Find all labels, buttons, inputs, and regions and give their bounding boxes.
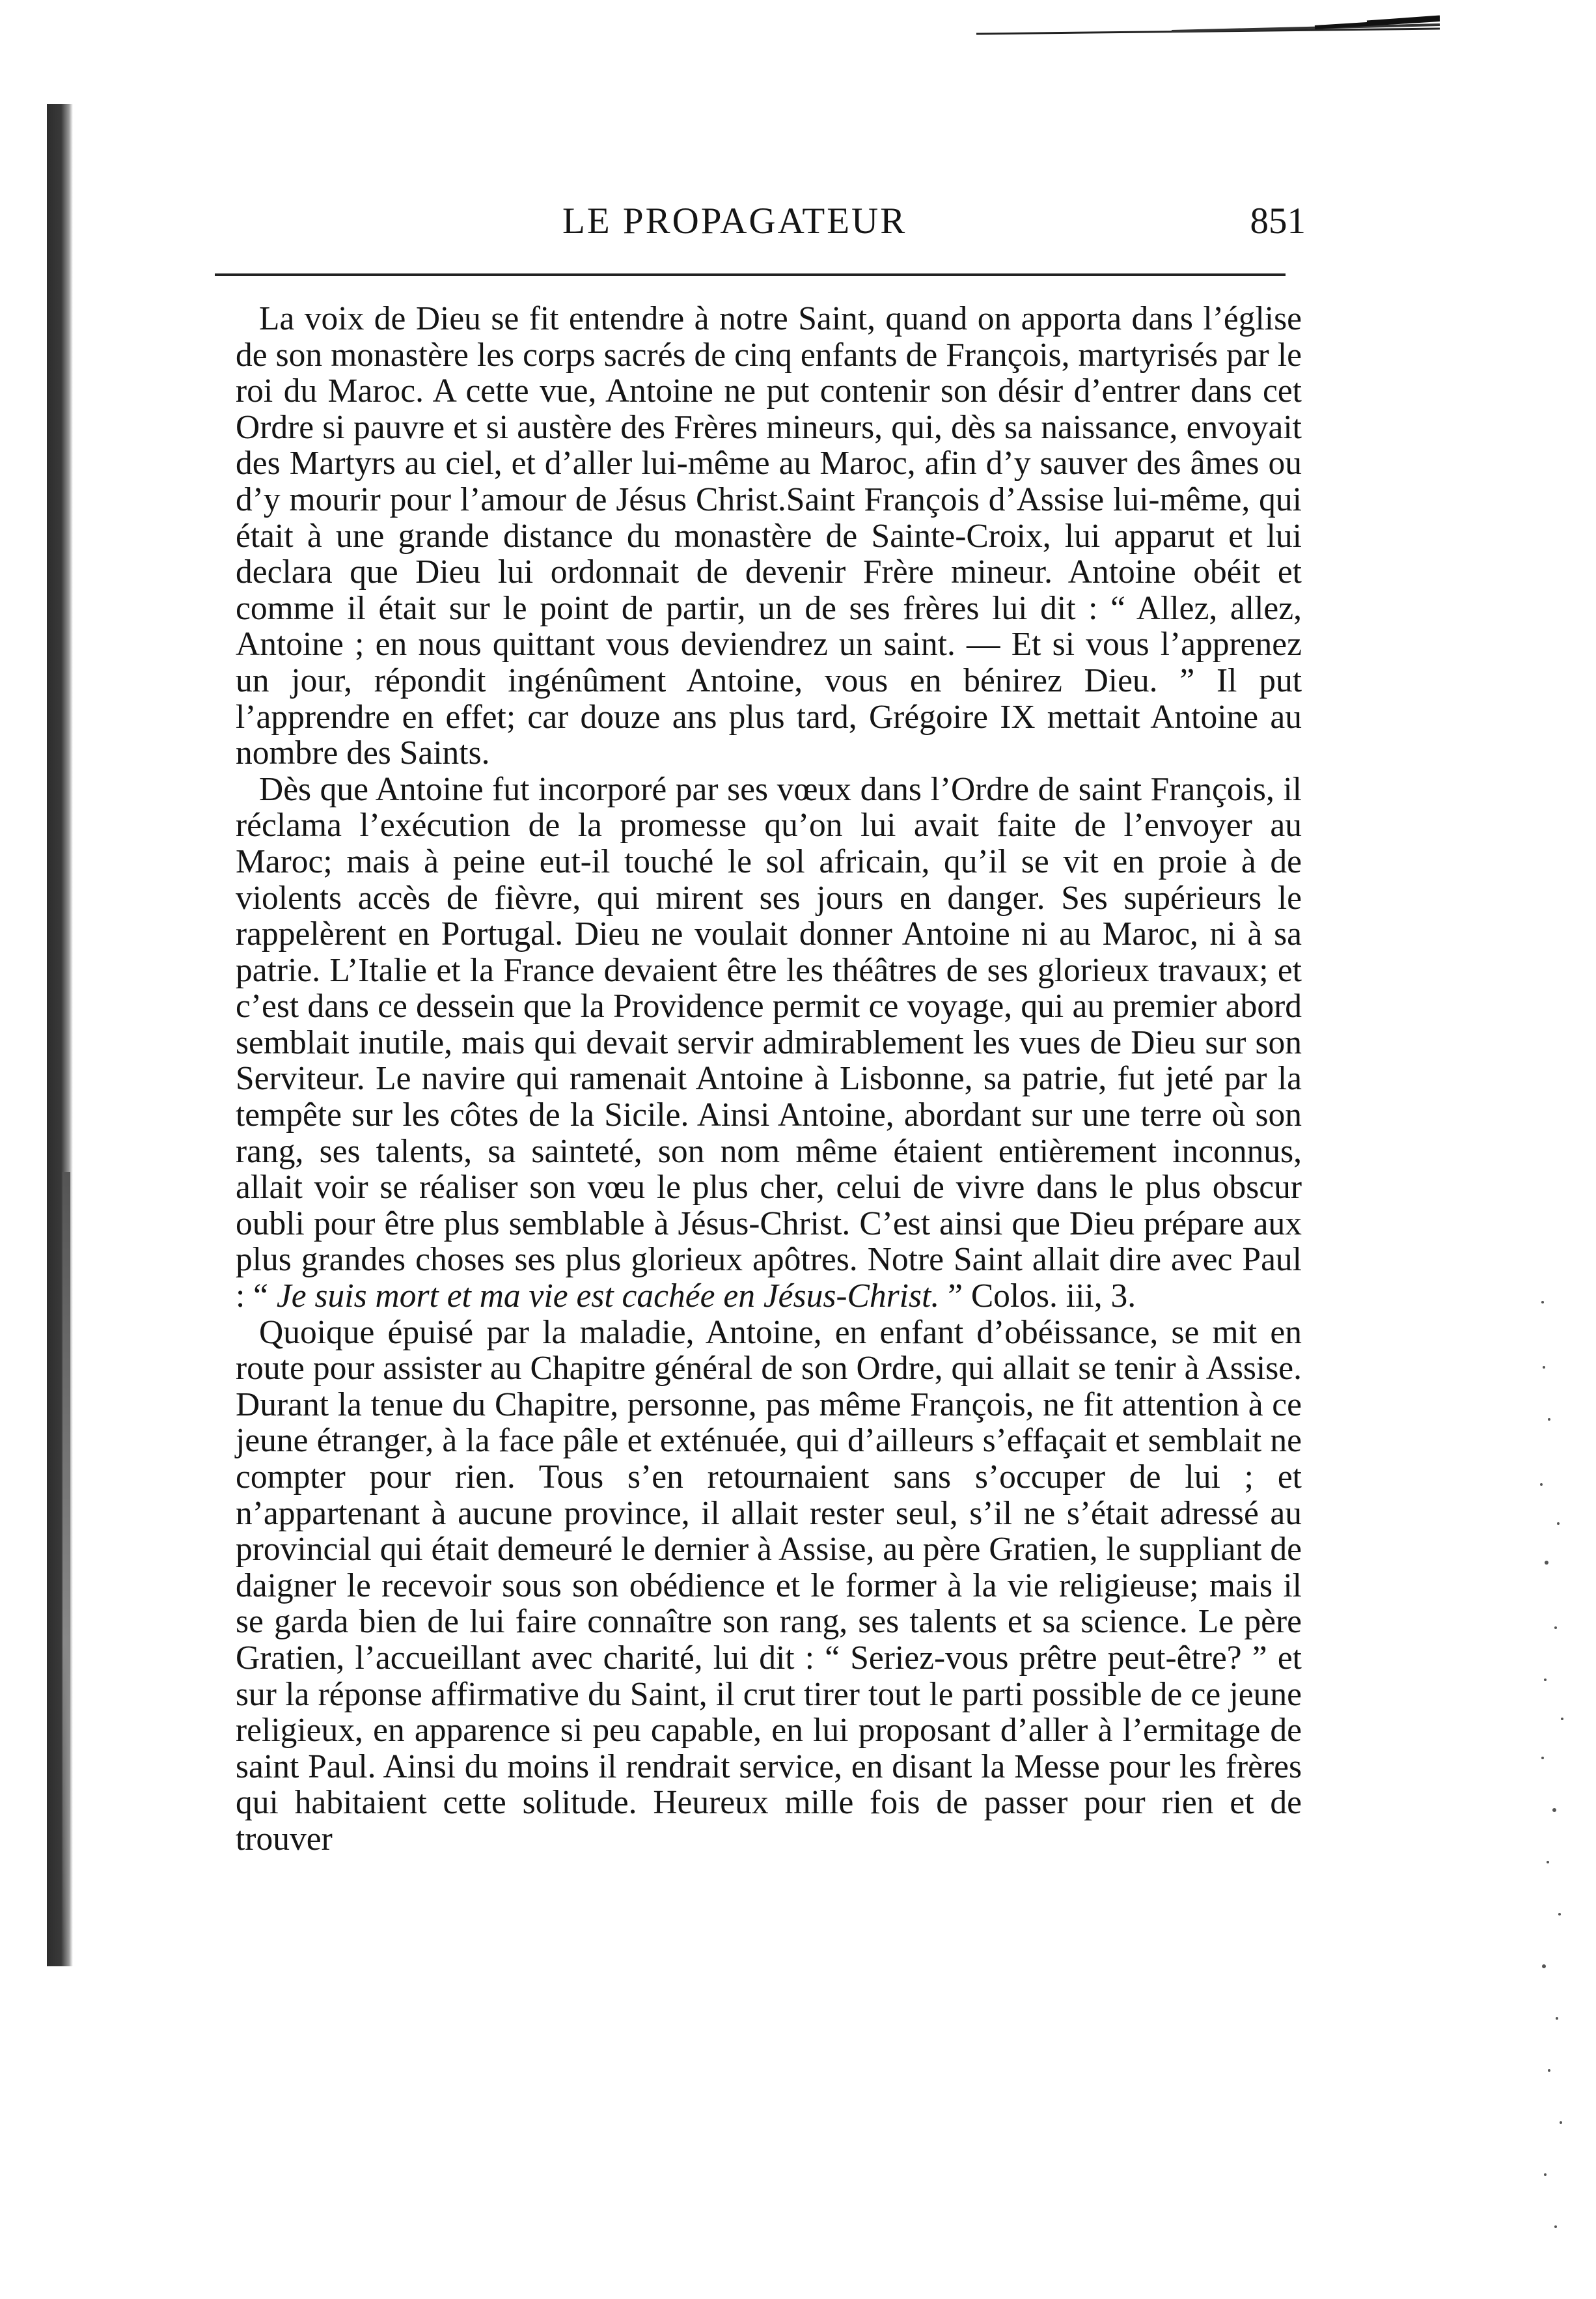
header-rule	[215, 273, 1286, 276]
running-head	[221, 195, 1306, 247]
binding-shadow-lower	[62, 1172, 70, 1953]
paragraph-2-citation: ” Colos. iii, 3.	[939, 1277, 1136, 1315]
paragraph-2	[236, 772, 1302, 1315]
scan-edge-marks	[976, 14, 1440, 40]
running-title: LE PROPAGATEUR	[562, 201, 907, 242]
paragraph-3: Quoique épuisé par la maladie, Antoine, en enfant d’obéissance, se mit en route pour assister au Chapitre général de son Ordre, qui allait se tenir à Assise. Durant la tenue du Chapitre, personne, pas même François, ne fit attention à ce jeune étranger, à la face pâle et exténuée, qui d’ailleurs s’effaçait et semblait ne compter pour rien. Tous s’en retournaient sans s’occuper de lui ; et n’appartenant à aucune province, il allait rester seul, s’il ne s’était adressé au provincial qui était demeuré le dernier à Assise, au père Gratien, le suppliant de daigner le recevoir sous son obédience et le former à la vie religieuse; mais il se garda bien de lui faire connaître son rang, ses talents et sa science. Le père Gratien, l’accueillant avec charité, lui dit : “ Seriez-vous prêtre peut-être? ” et sur la réponse affirmative du Saint, il crut tirer tout le parti possible de ce jeune religieux, en apparence si peu capable, en lui proposant d’aller à l’ermitage de saint Paul. Ainsi du moins il rendrait service, en disant la Messe pour les frères qui habitaient cette solitude. Heureux mille fois de passer pour rien et de trouver	[236, 1313, 1302, 1858]
paragraph-1: La voix de Dieu se fit entendre à notre Saint, quand on apporta dans l’église de son monastère les corps sacrés de cinq enfants de François, martyrisés par le roi du Maroc. A cette vue, Antoine ne put contenir son désir d’entrer dans cet Ordre si pauvre et si austère des Frères mineurs, qui, dès sa naissance, envoyait des Martyrs au ciel, et d’aller lui-même au Maroc, afin d’y sauver des âmes ou d’y mourir pour l’amour de Jésus Christ.Saint François d’Assise lui-même, qui était à une grande distance du monastère de Sainte-Croix, lui apparut et lui declara que Dieu lui ordonnait de devenir Frère mineur. Antoine obéit et comme il était sur le point de partir, un de ses frères lui dit : “ Allez, allez, Antoine ; en nous quittant vous deviendrez un saint. — Et si vous l’apprenez un jour, répondit ingénûment Antoine, vous en bénirez Dieu. ” Il put l’apprendre en effet; car douze ans plus tard, Grégoire IX mettait Antoine au nombre des Saints.	[236, 300, 1302, 772]
body-text	[236, 301, 1302, 1858]
margin-specks	[1530, 1289, 1595, 2240]
page-number: 851	[1250, 201, 1306, 242]
paragraph-2-main: Dès que Antoine fut incorporé par ses vœux dans l’Ordre de saint François, il réclama l’exécution de la promesse qu’on lui avait faite de l’envoyer au Maroc; mais à peine eut-il touché le sol africain, qu’il se vit en proie à de violents accès de fièvre, qui mirent ses jours en danger. Ses supérieurs le rappelèrent en Portugal. Dieu ne voulait donner Antoine ni au Maroc, ni à sa patrie. L’Italie et la France devaient être les théâtres de ses glorieux travaux; et c’est dans ce dessein que la Providence permit ce voyage, qui au premier abord semblait inutile, mais qui devait servir admirablement les vues de Dieu sur son Serviteur. Le navire qui ramenait Antoine à Lisbonne, sa patrie, fut jeté par la tempête sur les côtes de la Sicile. Ainsi Antoine, abordant sur une terre où son rang, ses talents, sa sainteté, son nom même étaient entièrement inconnus, allait voir se réaliser son vœu le plus cher, celui de vivre dans le plus obscur oubli pour être plus semblable à Jésus-Christ. C’est ainsi que Dieu prépare aux plus grandes choses ses plus glorieux apôtres. Notre Saint allait dire avec Paul : “	[236, 770, 1302, 1315]
paragraph-2-quote: Je suis mort et ma vie est cachée en Jésus-Christ.	[276, 1277, 940, 1315]
